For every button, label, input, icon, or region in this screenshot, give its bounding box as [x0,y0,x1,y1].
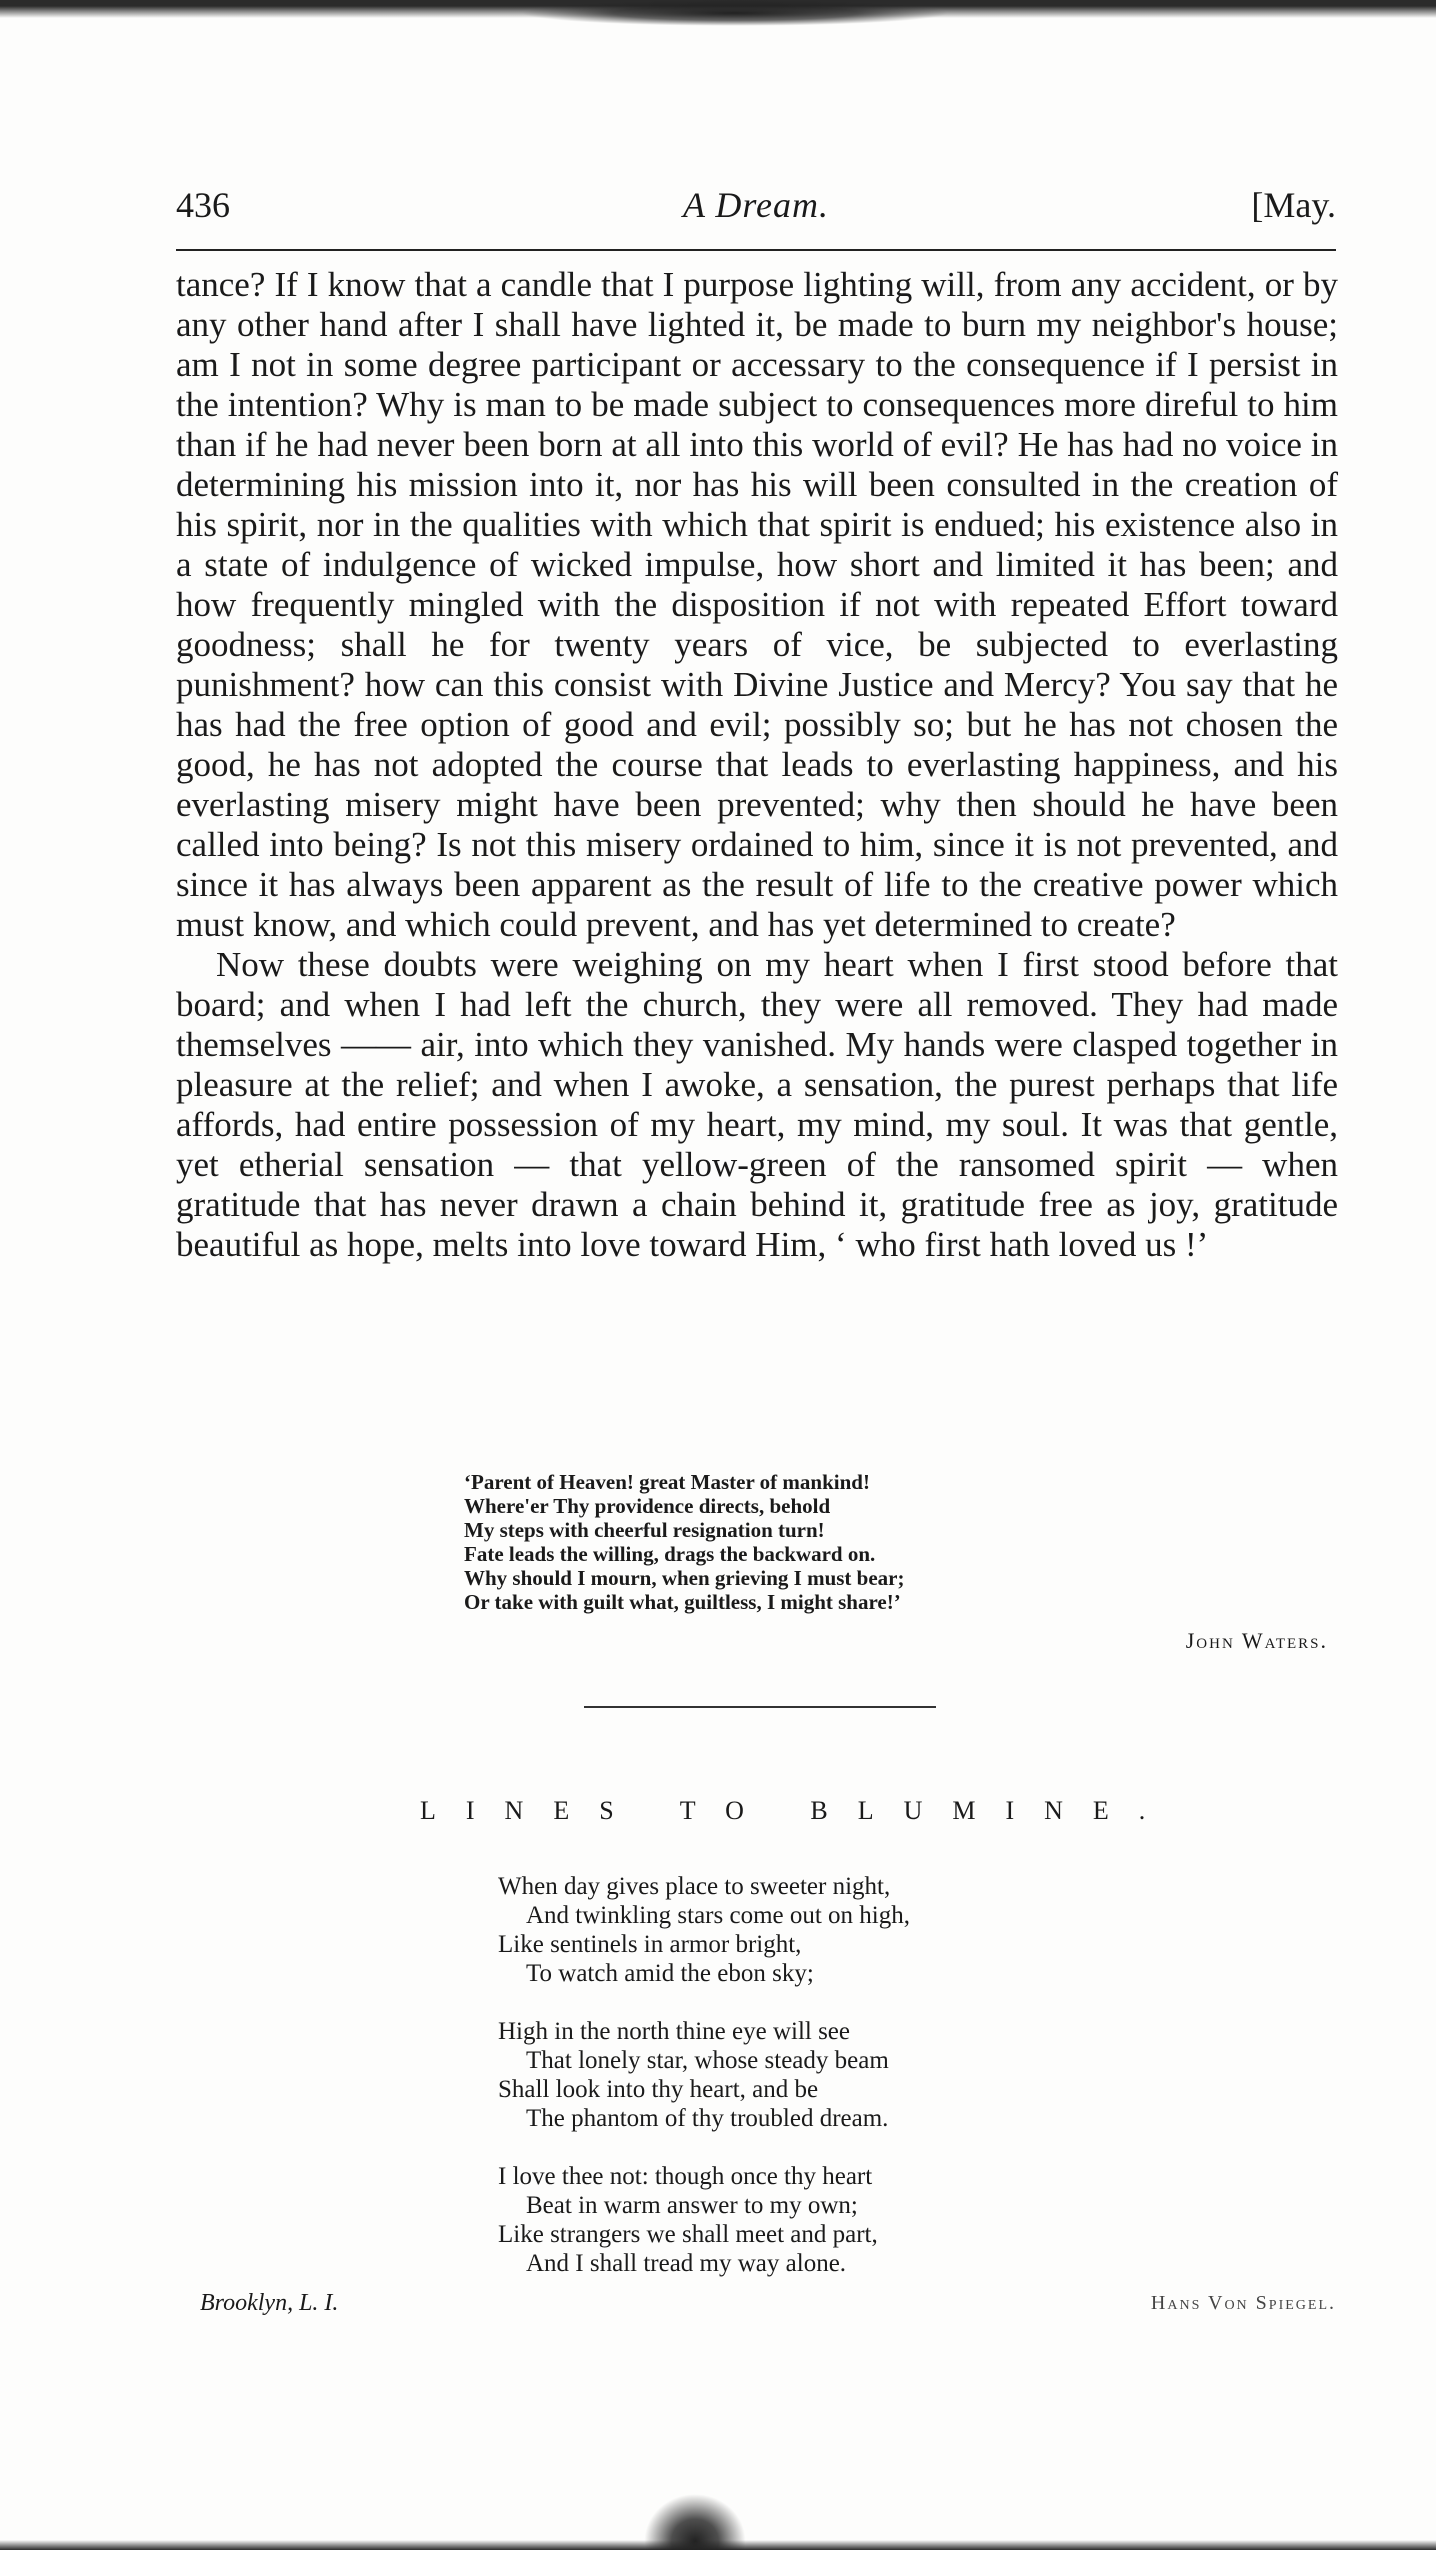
quote-line: My steps with cheerful resignation turn! [464,1518,825,1542]
running-month: [May. [1251,185,1336,225]
quote-line: Why should I mourn, when grieving I must bear; [464,1566,905,1590]
verse-line: I love thee not: though once thy heart [498,2163,873,2190]
verse-line: The phantom of thy troubled dream. [526,2105,889,2132]
poem-author: Hans Von Spiegel. [1150,2292,1336,2314]
page-number: 436 [176,185,230,225]
paragraph-relief: Now these doubts were weighing on my heart when I first stood before that board; and when I had left the church, they were all removed. They had made themselves —— air, into which they vanished. My hands were clasped together in pleasure at the relief; and when I awoke, a sensation, the purest perhaps that life affords, had entire possession of my heart, my mind, my soul. It was that gentle, yet etherial sensation — that yellow-green of the ransomed spirit — when gratitude that has never drawn a chain behind it, gratitude free as joy, gratitude beautiful as hope, melts into love toward Him, ‘ who first hath loved us !’ [176,945,1338,1264]
verse-line: Beat in warm answer to my own; [526,2192,858,2219]
quoted-verse [464,1470,1104,1614]
poem [498,1872,1058,2307]
quote-line: ‘Parent of Heaven! great Master of mankind! [464,1470,870,1494]
quote-line: Fate leads the willing, drags the backward on. [464,1542,876,1566]
quote-line: Where'er Thy providence directs, behold [464,1494,831,1518]
verse-line: To watch amid the ebon sky; [526,1960,814,1987]
verse-line: That lonely star, whose steady beam [526,2047,889,2074]
scan-ornament-top [520,0,950,26]
poem-title: LINES TO BLUMINE. [420,1796,1176,1825]
stanza [498,2162,1058,2278]
stanza [498,1872,1058,1988]
verse-line: Like strangers we shall meet and part, [498,2221,878,2248]
section-divider [584,1706,936,1708]
body-text [176,265,1338,1265]
verse-line: Shall look into thy heart, and be [498,2076,819,2103]
verse-line: Like sentinels in armor bright, [498,1931,802,1958]
stanza [498,2017,1058,2133]
quote-line: Or take with guilt what, guiltless, I might share!’ [464,1590,901,1614]
verse-line: And I shall tread my way alone. [526,2250,847,2277]
scan-ornament-bottom [640,2490,750,2550]
verse-line: High in the north thine eye will see [498,2018,851,2045]
header-rule [176,249,1336,251]
quote-author: John Waters. [1185,1628,1328,1653]
paragraph-doubts: tance? If I know that a candle that I purpose lighting will, from any accident, or by any other hand after I shall have lighted it, be made to burn my neighbor's house; am I not in some degree participant or accessary to the consequence if I persist in the intention? Why is man to be made subject to consequences more direful to him than if he had never been born at all into this world of evil? He has had no voice in determining his mission into it, nor has his will been consulted in the creation of his spirit, nor in the qualities with which that spirit is endued; his existence also in a state of indulgence of wicked impulse, how short and limited it has been; and how frequently mingled with the disposition if not with repeated Effort toward goodness; shall he for twenty years of vice, be subjected to everlasting punishment? how can this consist with Divine Justice and Mercy? You say that he has had the free option of good and evil; possibly so; but he has not chosen the good, he has not adopted the course that leads to everlasting happiness, and his everlasting misery might have been prevented; why then should he have been called into being? Is not this misery ordained to him, since it is not prevented, and since it has always been apparent as the result of life to the creative power which must know, and which could prevent, and has yet determined to create? [176,265,1338,944]
verse-line: When day gives place to sweeter night, [498,1873,891,1900]
place-line: Brooklyn, L. I. [200,2290,339,2316]
running-header [176,176,1336,236]
verse-line: And twinkling stars come out on high, [526,1902,910,1929]
running-title: A Dream. [683,185,829,225]
